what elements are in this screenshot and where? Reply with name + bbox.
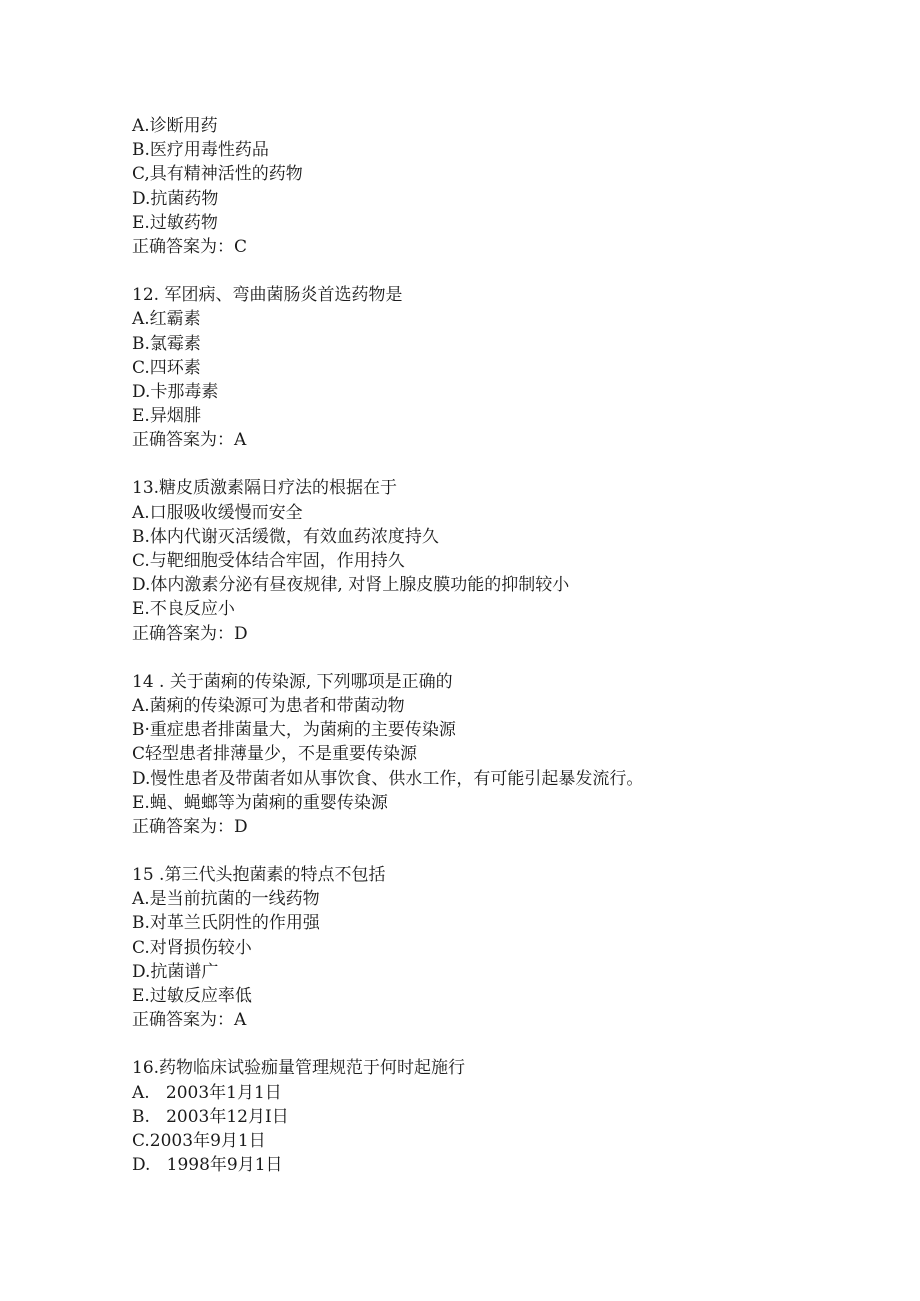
option-d: D.抗菌药物 — [132, 188, 219, 209]
question-11-tail — [132, 114, 892, 259]
question-12 — [132, 283, 892, 452]
question-15 — [132, 863, 892, 1032]
exam-page — [132, 114, 892, 1201]
option-d: D.体内激素分泌有昼夜规律, 对肾上腺皮膜功能的抑制较小 — [132, 575, 570, 596]
option-e: E.不良反应小 — [132, 599, 235, 620]
option-d: D.卡那毒素 — [132, 381, 219, 402]
option-a: A.红霸素 — [132, 309, 201, 330]
option-c: C轻型患者排薄量少，不是重要传染源 — [132, 744, 418, 765]
option-b: B.医疗用毒性药品 — [132, 140, 269, 161]
option-b: B.氯霉素 — [132, 333, 201, 354]
answer-line: 正确答案为：D — [132, 623, 248, 644]
option-b: B.体内代谢灭活缓微，有效血药浓度持久 — [132, 526, 439, 547]
option-c: C.2003年9月1日 — [132, 1130, 266, 1151]
option-d: D. 1998年9月1日 — [132, 1155, 283, 1176]
question-stem: 15 .第三代头抱菌素的特点不包括 — [132, 865, 386, 886]
option-c: C,具有精神活性的药物 — [132, 164, 303, 185]
question-stem: 12. 军团病、弯曲菌肠炎首选药物是 — [132, 285, 403, 306]
question-16 — [132, 1056, 892, 1177]
option-d: D.慢性患者及带菌者如从事饮食、供水工作，有可能引起暴发流行。 — [132, 768, 644, 789]
answer-line: 正确答案为：A — [132, 1010, 247, 1031]
option-a: A.诊断用药 — [132, 116, 218, 136]
option-d: D.抗菌谱广 — [132, 961, 219, 982]
option-a: A. 2003年1月1日 — [132, 1082, 282, 1103]
option-c: C.与靶细胞受体结合牢固，作用持久 — [132, 551, 405, 571]
option-e: E.蝇、蝇螂等为菌痢的重婴传染源 — [132, 792, 388, 813]
answer-line: 正确答案为：D — [132, 816, 248, 837]
option-a: A.菌痢的传染源可为患者和带菌动物 — [132, 695, 405, 716]
question-stem: 14 . 关于菌痢的传染源, 下列哪项是正确的 — [132, 671, 453, 692]
option-c: C.四环素 — [132, 357, 201, 378]
question-13 — [132, 476, 892, 645]
answer-line: 正确答案为：A — [132, 430, 247, 451]
option-e: E.过敏反应率低 — [132, 986, 252, 1006]
option-b: B. 2003年12月I日 — [132, 1106, 289, 1127]
option-a: A.是当前抗菌的一线药物 — [132, 889, 320, 910]
option-a: A.口服吸收缓慢而安全 — [132, 502, 303, 523]
answer-line: 正确答案为：C — [132, 236, 248, 257]
option-e: E.过敏药物 — [132, 212, 218, 233]
question-14 — [132, 670, 892, 839]
option-e: E.异烟腓 — [132, 406, 201, 427]
option-b: B.对革兰氏阴性的作用强 — [132, 913, 320, 934]
question-stem: 16.药物临床试验痂量管理规范于何时起施行 — [132, 1058, 466, 1079]
option-b: B·重症患者排菌量大，为菌痢的主要传染源 — [132, 720, 456, 741]
question-stem: 13.糖皮质激素隔日疗法的根据在于 — [132, 478, 398, 499]
option-c: C.对肾损伤较小 — [132, 937, 252, 958]
